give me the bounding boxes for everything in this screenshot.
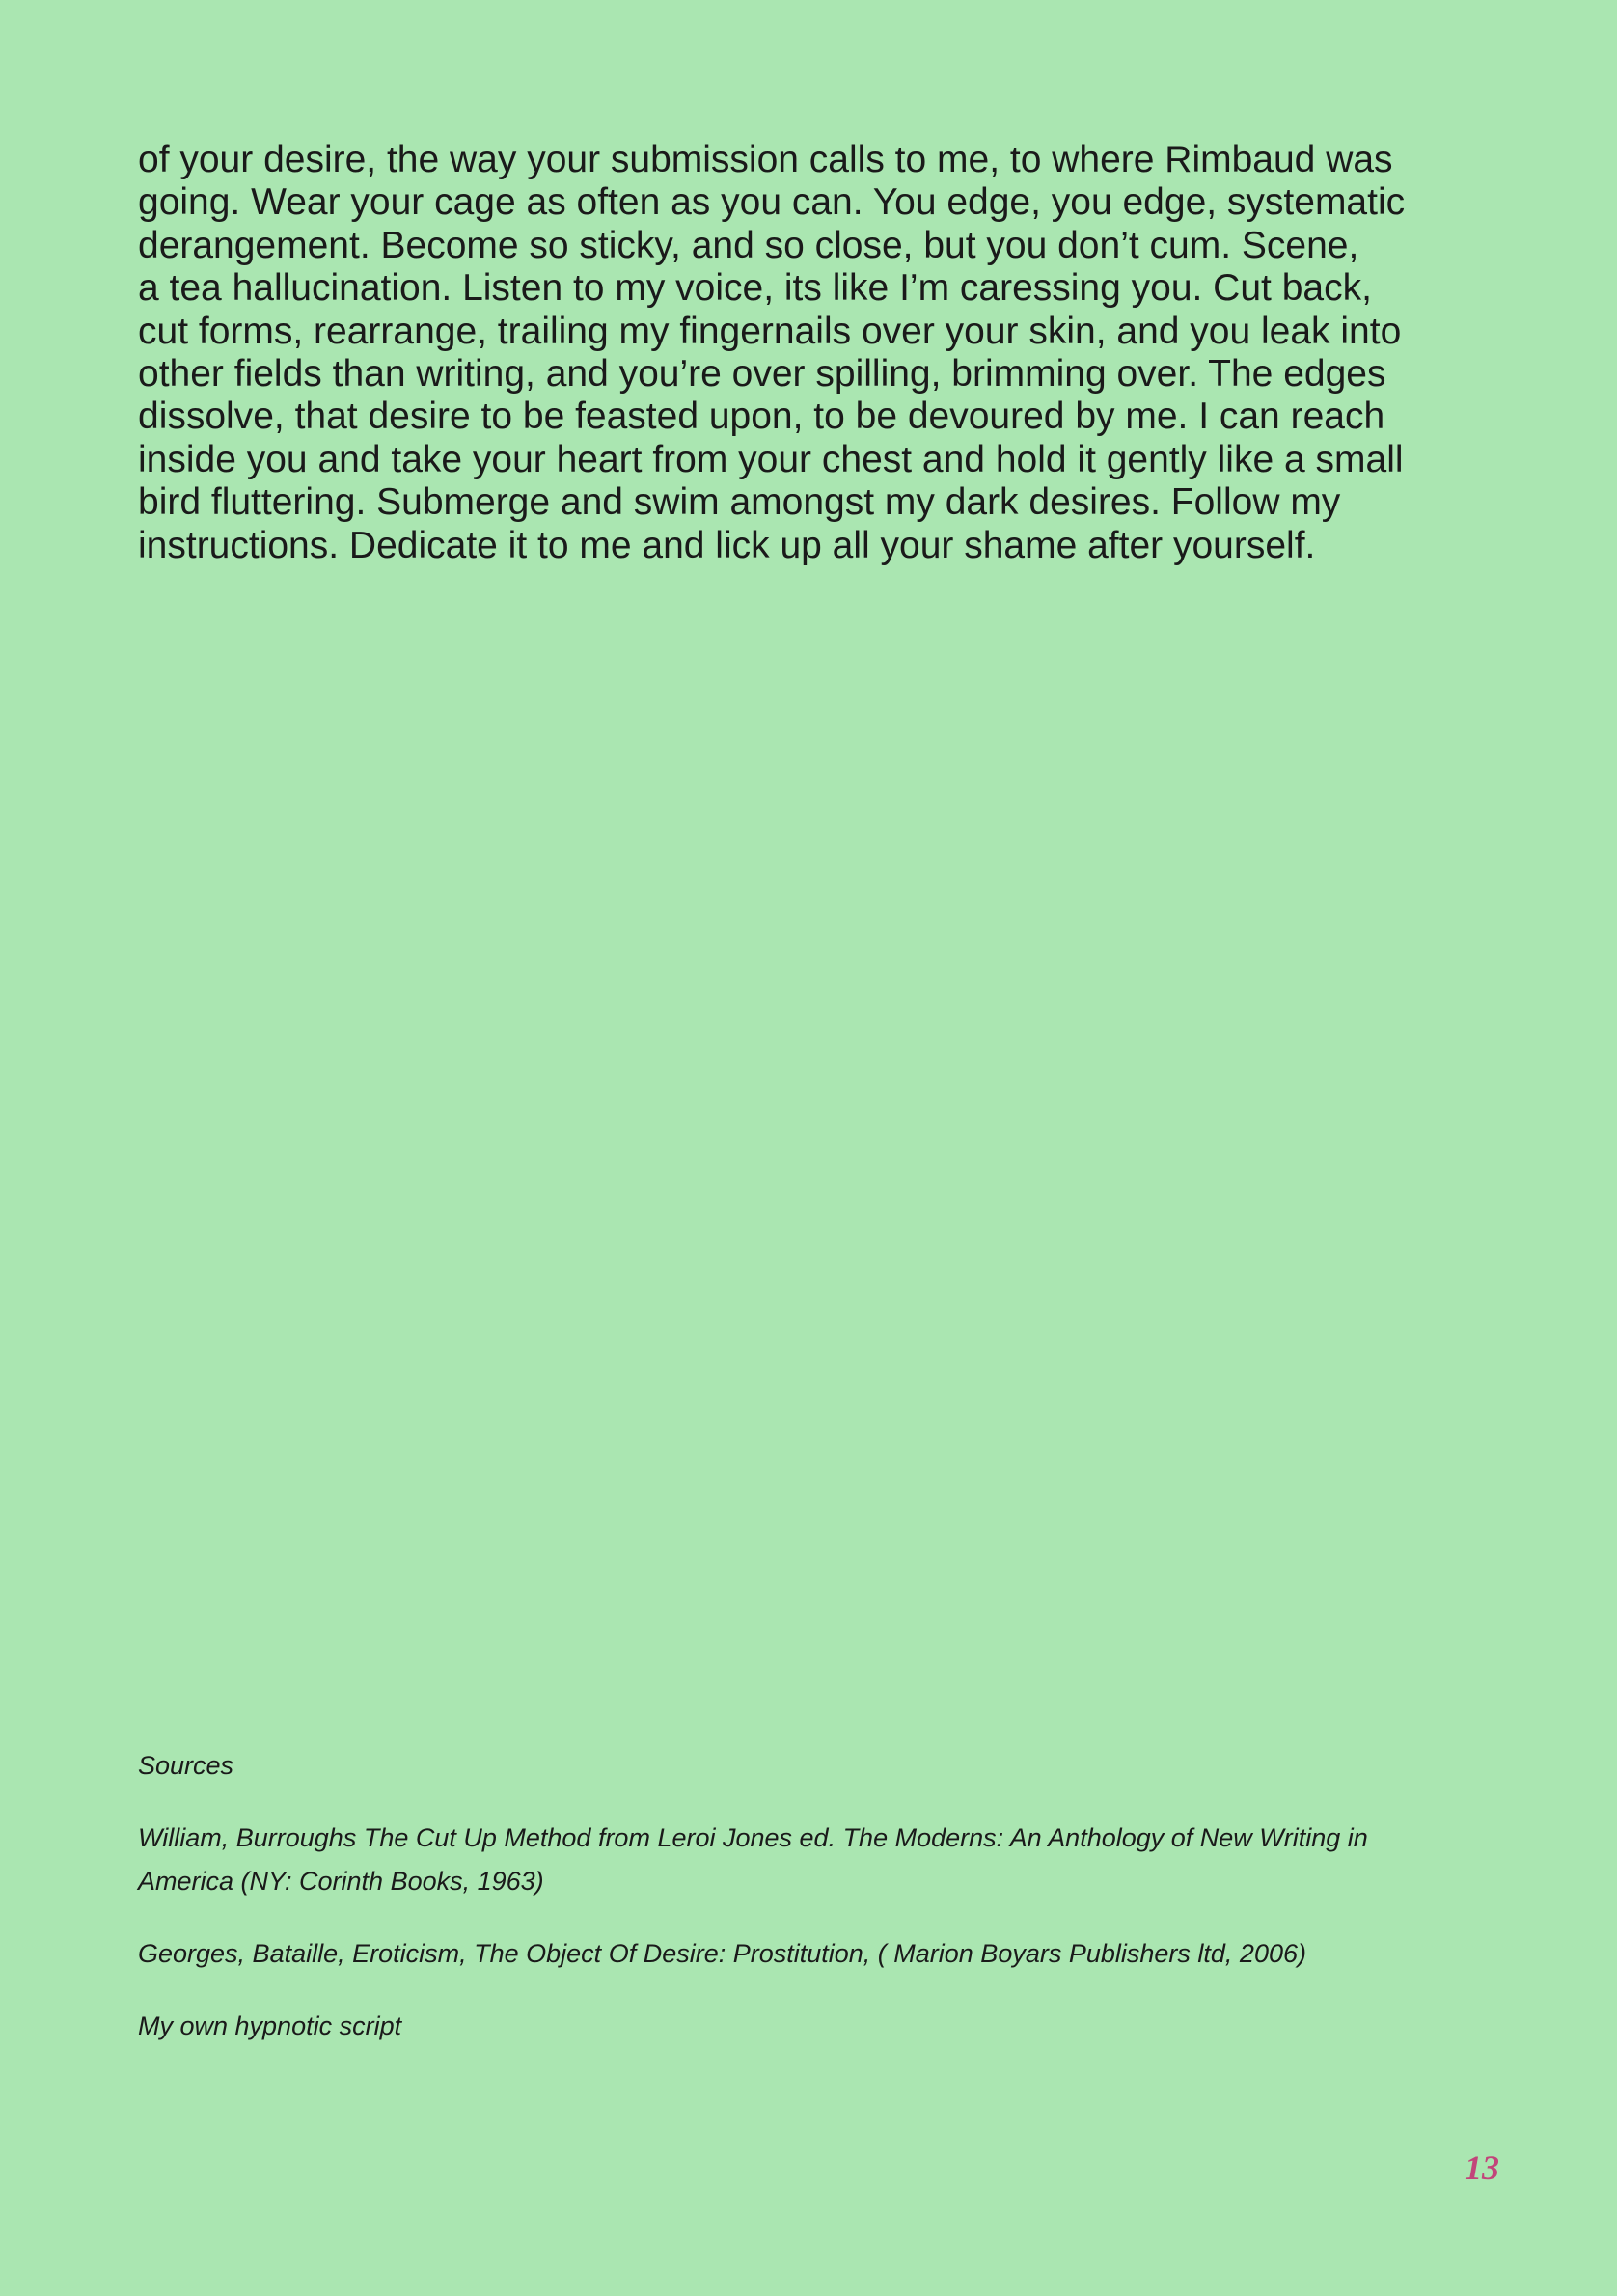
body-line: bird fluttering. Submerge and swim amongst my dark desires. Follow my	[138, 481, 1341, 524]
body-line: cut forms, rearrange, trailing my fingernails over your skin, and you leak into	[138, 310, 1402, 352]
body-line: inside you and take your heart from your chest and hold it gently like a small	[138, 438, 1404, 480]
body-line: a tea hallucination. Listen to my voice, its like I’m caressing you. Cut back,	[138, 267, 1372, 310]
body-line: derangement. Become so sticky, and so close, but you don’t cum. Scene,	[138, 224, 1359, 266]
sources-heading: Sources	[138, 1751, 234, 1780]
body-paragraph	[138, 139, 1489, 567]
source-entry-line: My own hypnotic script	[138, 2011, 402, 2040]
sources-section	[138, 1744, 1489, 2048]
source-entry-bataille	[138, 1932, 1489, 1976]
source-entry-line: America (NY: Corinth Books, 1963)	[138, 1867, 544, 1896]
body-line: going. Wear your cage as often as you can. You edge, you edge, systematic	[138, 181, 1406, 224]
source-entry-line: Georges, Bataille, Eroticism, The Object Of Desire: Prostitution, ( Marion Boyars Publishers ltd, 2006)	[138, 1939, 1306, 1968]
source-entry-line: William, Burroughs The Cut Up Method from Leroi Jones ed. The Moderns: An Anthology of New Writing in	[138, 1823, 1368, 1852]
body-line: of your desire, the way your submission calls to me, to where Rimbaud was	[138, 139, 1393, 180]
body-line: other fields than writing, and you’re over spilling, brimming over. The edges	[138, 353, 1386, 396]
body-line: dissolve, that desire to be feasted upon, to be devoured by me. I can reach	[138, 396, 1385, 438]
page-number: 13	[1465, 2148, 1499, 2187]
source-entry-burroughs	[138, 1817, 1489, 1903]
source-entry-own-script	[138, 2005, 1489, 2048]
body-line: instructions. Dedicate it to me and lick up all your shame after yourself.	[138, 524, 1316, 566]
